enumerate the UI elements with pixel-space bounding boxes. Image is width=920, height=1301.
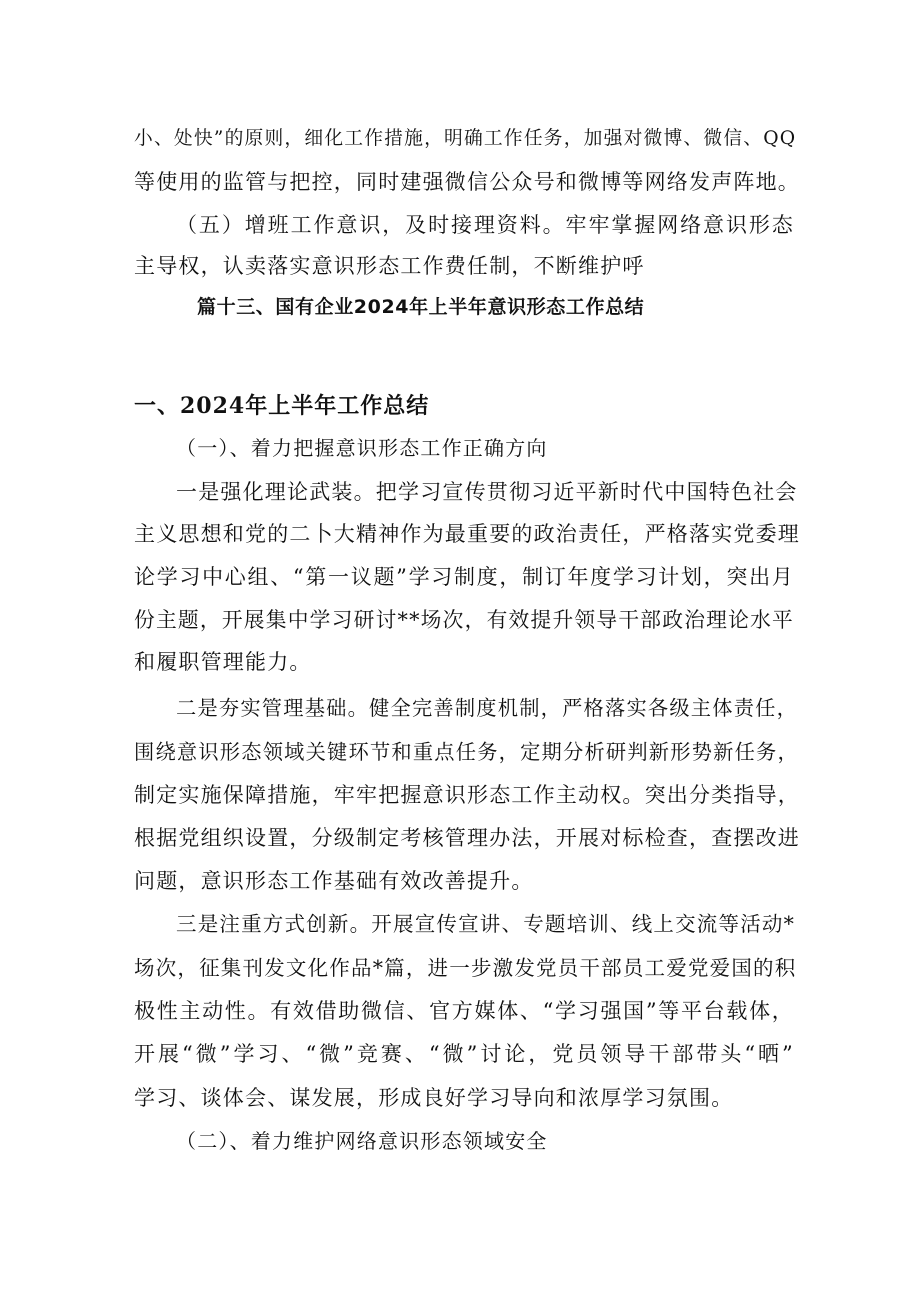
subsection-heading: （一）、着力把握意识形态工作正确方向 [176, 436, 548, 460]
paragraph-line: 极性主动性。有效借助微信、官方媒体、“学习强国”等平台载体， [134, 999, 794, 1023]
paragraph-line: 场次，征集刊发文化作品*篇，进一步激发党员干部员工爱党爱国的积 [134, 956, 797, 980]
paragraph-line: 份主题，开展集中学习研讨**场次，有效提升领导干部政治理论水平 [134, 608, 794, 632]
section-heading: 一、2024年上半年工作总结 [134, 393, 430, 419]
paragraph-line: （五）增班工作意识，及时接理资料。牢牢掌握网络意识形态 [176, 213, 794, 237]
paragraph-line: 小、处快”的原则，细化工作措施，明确工作任务，加强对微博、微信、QQ [134, 128, 797, 149]
paragraph-line: 问题，意识形态工作基础有效改善提升。 [134, 869, 534, 893]
paragraph-line: 主义思想和党的二卜大精神作为最重要的政治责任，严格落实党委理 [134, 522, 800, 546]
paragraph-line: 一是强化理论武装。把学习宣传贯彻习近平新时代中国特色社会 [176, 480, 798, 504]
paragraph-line: 二是夯实管理基础。健全完善制度机制，严格落实各级主体责任， [176, 696, 799, 720]
paragraph-line: 论学习中心组、“第一议题”学习制度，制订年度学习计划，突出月 [134, 565, 794, 589]
paragraph-line: 主导权，认卖落实意识形态工作费任制，不断维护呼 [134, 254, 645, 278]
paragraph-line: 开展“微”学习、“微”竞赛、“微”讨论，党员领导干部带头“晒” [134, 1042, 794, 1066]
paragraph-line: 制定实施保障措施，牢牢把握意识形态工作主动权。突出分类指导， [134, 783, 800, 807]
subsection-heading: （二）、着力维护网络意识形态领域安全 [176, 1129, 548, 1153]
paragraph-line: 三是注重方式创新。开展宣传宣讲、专题培训、线上交流等活动* [176, 912, 796, 936]
document-title: 篇十三、国有企业2024年上半年意识形态工作总结 [197, 296, 645, 318]
paragraph-line: 根据党组织设置，分级制定考核管理办法，开展对标检查，查摆改进 [134, 826, 800, 850]
paragraph-line: 围绕意识形态领域关键环节和重点任务，定期分析研判新形势新任务， [134, 740, 799, 764]
paragraph-line: 等使用的监管与把控，同时建强微信公众号和微博等网络发声阵地。 [134, 170, 800, 194]
paragraph-line: 和履职管理能力。 [134, 650, 312, 674]
paragraph-line: 学习、谈体会、谋发展，形成良好学习导向和浓厚学习氛围。 [134, 1086, 734, 1110]
